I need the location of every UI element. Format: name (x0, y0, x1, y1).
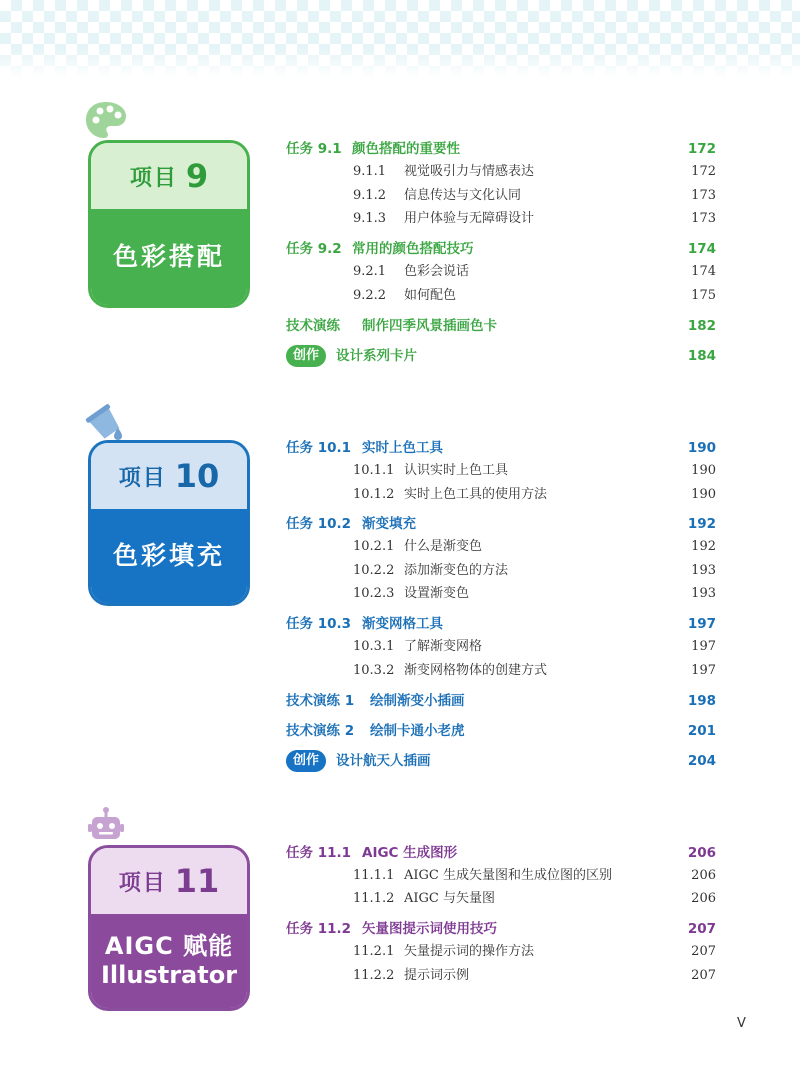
toc-subsection-row[interactable] (0, 942, 800, 962)
project-title-text: 色彩搭配 (112, 242, 225, 271)
toc-subsection-number: 11.2.2 (353, 968, 395, 983)
project-title-text: AIGC 赋能 (104, 932, 234, 961)
toc-subsection-row[interactable] (0, 186, 800, 206)
toc-subsection-title: 设置渐变色 (404, 586, 470, 601)
project-number: 9 (185, 157, 209, 195)
project-label: 项目 (129, 165, 178, 191)
toc-task-row[interactable] (0, 843, 800, 863)
project-title-text: 色彩填充 (112, 541, 225, 570)
toc-subsection-title: 什么是渐变色 (404, 539, 483, 554)
toc-subsection-number: 10.1.1 (353, 463, 395, 478)
toc-task-row[interactable] (0, 316, 800, 336)
toc-subsection-number: 10.1.2 (353, 487, 395, 502)
toc-page-number: 206 (687, 845, 716, 861)
toc-page-number: 192 (687, 516, 716, 532)
toc-subsection-row[interactable] (0, 485, 800, 505)
toc-subsection-row[interactable] (0, 286, 800, 306)
toc-task-title: 渐变填充 (362, 516, 416, 532)
toc-subsection-row[interactable] (0, 889, 800, 909)
toc-subsection-row[interactable] (0, 866, 800, 886)
top-decorative-band (0, 0, 800, 78)
toc-page-number: 193 (691, 563, 716, 578)
toc-subsection-row[interactable] (0, 584, 800, 604)
toc-subsection-title: 了解渐变网格 (404, 639, 483, 654)
toc-task-row[interactable] (0, 721, 800, 741)
toc-task-label: 技术演练 (286, 318, 340, 334)
toc-subsection-number: 10.2.2 (353, 563, 395, 578)
project-number: 10 (174, 457, 220, 495)
toc-subsection-title: 视觉吸引力与情感表达 (404, 164, 535, 179)
toc-subsection-number: 10.2.1 (353, 539, 395, 554)
toc-subsection-row[interactable] (0, 661, 800, 681)
toc-subsection-title: 添加渐变色的方法 (404, 563, 509, 578)
toc-subsection-number: 11.1.2 (353, 891, 395, 906)
toc-subsection-title: 认识实时上色工具 (404, 463, 509, 478)
toc-page-number: 173 (691, 188, 716, 203)
toc-page-number: 198 (687, 693, 716, 709)
toc-task-title: AIGC 生成图形 (362, 845, 458, 861)
toc-subsection-number: 9.2.2 (353, 288, 387, 303)
project-label: 项目 (118, 870, 167, 896)
toc-page-number: 190 (691, 487, 716, 502)
toc-subsection-number: 11.2.1 (353, 944, 395, 959)
toc-page-number: 192 (691, 539, 716, 554)
toc-page-number: 206 (691, 868, 716, 883)
paint-bucket-icon (84, 400, 128, 442)
toc-subsection-row[interactable] (0, 461, 800, 481)
toc-task-title: 实时上色工具 (362, 440, 443, 456)
toc-task-label: 任务 9.1 (286, 141, 342, 157)
toc-task-title: 常用的颜色搭配技巧 (352, 241, 474, 257)
project-number: 11 (174, 862, 220, 900)
toc-task-row[interactable] (0, 919, 800, 939)
toc-subsection-number: 10.2.3 (353, 586, 395, 601)
toc-subsection-row[interactable] (0, 537, 800, 557)
toc-page-number: 207 (687, 921, 716, 937)
toc-page-number: 201 (687, 723, 716, 739)
palette-icon (84, 100, 128, 140)
toc-task-row[interactable] (0, 514, 800, 534)
toc-page-number: 197 (687, 616, 716, 632)
toc-task-label: 技术演练 1 (286, 693, 355, 709)
toc-subsection-row[interactable] (0, 637, 800, 657)
project-title-text-line2: Illustrator (100, 961, 238, 989)
toc-task-row[interactable] (0, 614, 800, 634)
toc-subsection-title: AIGC 生成矢量图和生成位图的区别 (404, 868, 612, 883)
toc-creation-title: 设计航天人插画 (336, 753, 431, 769)
toc-task-label: 任务 10.1 (286, 440, 352, 456)
toc-creation-row[interactable] (0, 346, 800, 366)
toc-task-title: 绘制卡通小老虎 (370, 723, 465, 739)
robot-icon (86, 806, 126, 846)
toc-task-title: 矢量图提示词使用技巧 (362, 921, 497, 937)
toc-page-number: 207 (691, 968, 716, 983)
toc-task-title: 制作四季风景插画色卡 (362, 318, 497, 334)
toc-subsection-title: 如何配色 (404, 288, 457, 303)
toc-subsection-number: 9.1.2 (353, 188, 387, 203)
toc-page-number: 172 (691, 164, 716, 179)
toc-subsection-title: 矢量提示词的操作方法 (404, 944, 535, 959)
toc-task-title: 渐变网格工具 (362, 616, 443, 632)
toc-task-title: 绘制渐变小插画 (370, 693, 465, 709)
toc-page-number: 204 (687, 753, 716, 769)
toc-creation-row[interactable] (0, 751, 800, 771)
toc-task-label: 任务 10.2 (286, 516, 352, 532)
toc-subsection-row[interactable] (0, 262, 800, 282)
toc-subsection-row[interactable] (0, 561, 800, 581)
toc-page-number: 172 (687, 141, 716, 157)
toc-subsection-row[interactable] (0, 966, 800, 986)
toc-task-label: 任务 11.1 (286, 845, 352, 861)
toc-task-row[interactable] (0, 691, 800, 711)
toc-task-row[interactable] (0, 239, 800, 259)
toc-subsection-row[interactable] (0, 162, 800, 182)
toc-subsection-number: 10.3.1 (353, 639, 395, 654)
toc-subsection-number: 11.1.1 (353, 868, 395, 883)
toc-page-number: 197 (691, 639, 716, 654)
toc-task-label: 任务 10.3 (286, 616, 352, 632)
creation-badge: 创作 (286, 345, 326, 367)
toc-page-number: 174 (691, 264, 716, 279)
toc-subsection-title: 提示词示例 (404, 968, 470, 983)
project-label: 项目 (118, 465, 167, 491)
toc-subsection-title: 信息传达与文化认同 (404, 188, 522, 203)
toc-subsection-row[interactable] (0, 209, 800, 229)
toc-page-number: 207 (691, 944, 716, 959)
toc-task-row[interactable] (0, 438, 800, 458)
toc-subsection-title: 色彩会说话 (404, 264, 470, 279)
toc-task-label: 任务 9.2 (286, 241, 342, 257)
toc-task-row[interactable] (0, 139, 800, 159)
toc-subsection-title: 实时上色工具的使用方法 (404, 487, 548, 502)
toc-page-number: 197 (691, 663, 716, 678)
toc-page-number: 190 (691, 463, 716, 478)
toc-subsection-number: 9.1.1 (353, 164, 387, 179)
toc-creation-title: 设计系列卡片 (336, 348, 417, 364)
toc-page-number: 184 (687, 348, 716, 364)
toc-task-title: 颜色搭配的重要性 (352, 141, 460, 157)
toc-task-label: 任务 11.2 (286, 921, 352, 937)
toc-page-number: 193 (691, 586, 716, 601)
toc-page-number: 175 (691, 288, 716, 303)
page-number: V (737, 1016, 746, 1031)
toc-task-label: 技术演练 2 (286, 723, 355, 739)
toc-page-number: 182 (687, 318, 716, 334)
toc-subsection-title: AIGC 与矢量图 (404, 891, 495, 906)
toc-page-number: 206 (691, 891, 716, 906)
creation-badge: 创作 (286, 750, 326, 772)
toc-page-number: 174 (687, 241, 716, 257)
toc-subsection-number: 10.3.2 (353, 663, 395, 678)
toc-subsection-number: 9.1.3 (353, 211, 387, 226)
toc-subsection-number: 9.2.1 (353, 264, 387, 279)
toc-subsection-title: 渐变网格物体的创建方式 (404, 663, 548, 678)
toc-subsection-title: 用户体验与无障碍设计 (404, 211, 535, 226)
toc-page-number: 173 (691, 211, 716, 226)
toc-page-number: 190 (687, 440, 716, 456)
